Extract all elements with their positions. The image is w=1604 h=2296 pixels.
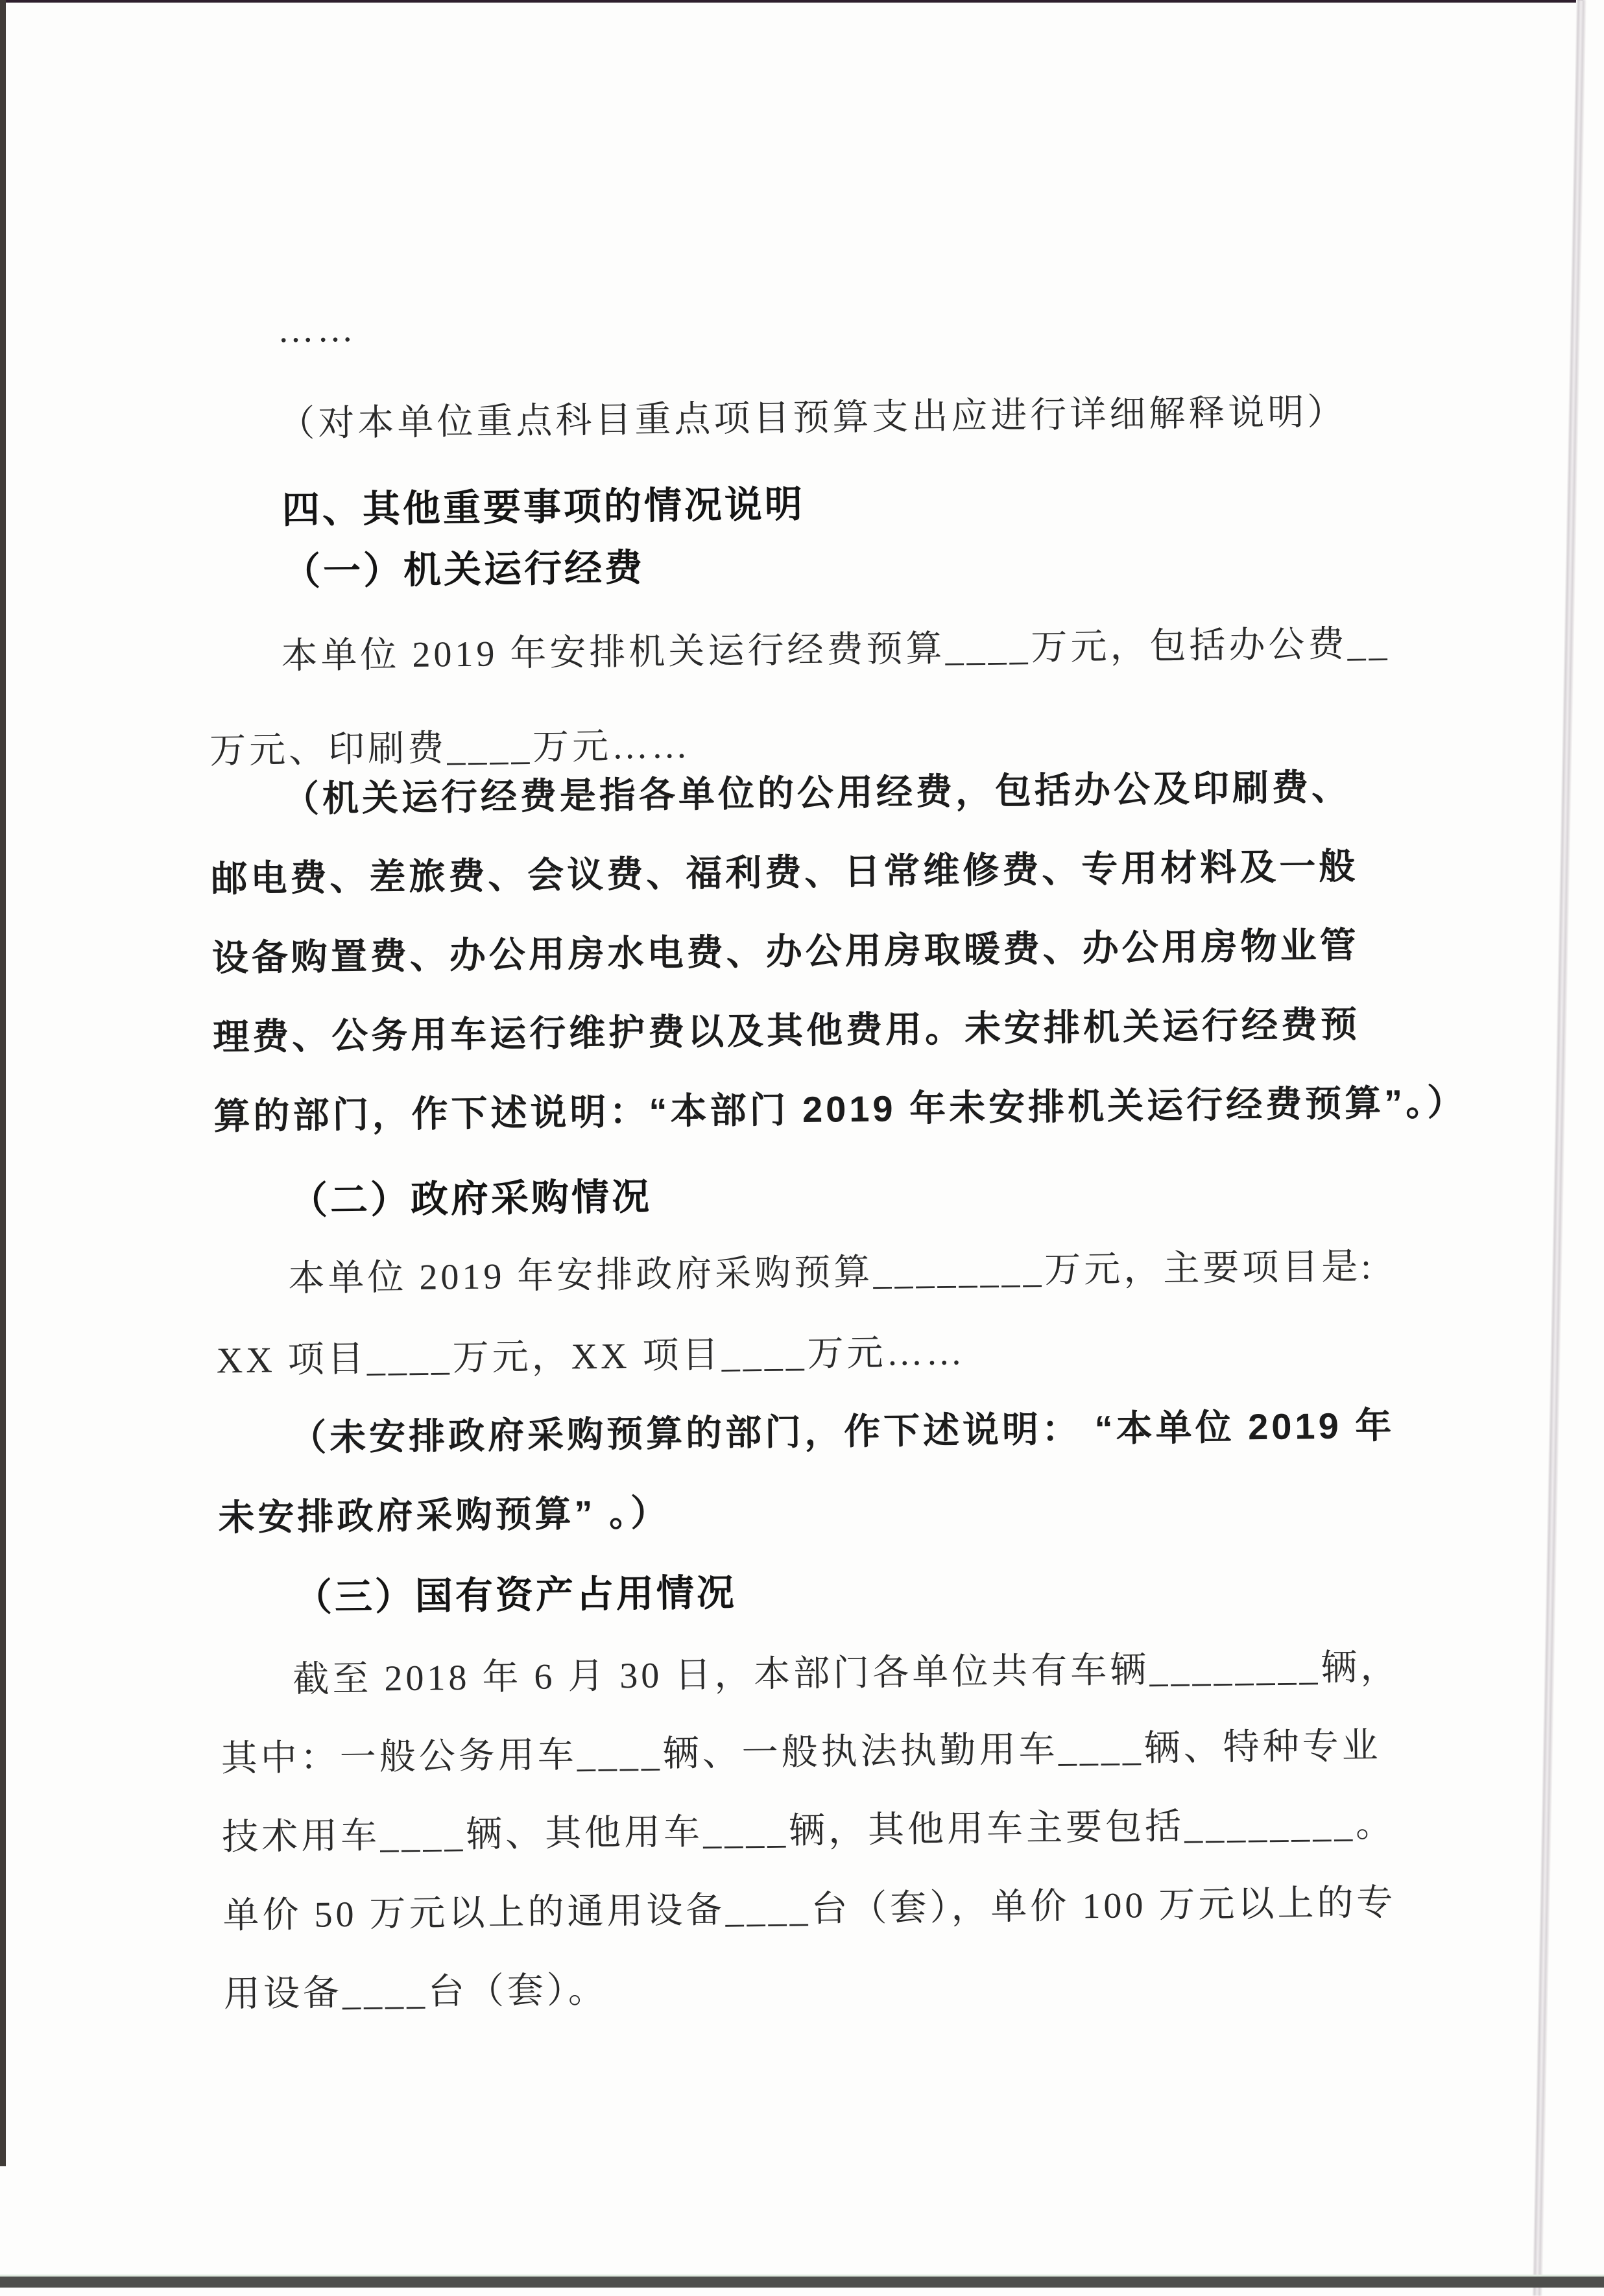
- ellipsis-line: ……: [277, 309, 357, 351]
- subsection2-title: （二）政府采购情况: [289, 1175, 652, 1223]
- subsection2-body: [215, 1226, 1391, 1402]
- note-line: 算的部门，作下述说明：“本部门 2019 年未安排机关运行经费预算”。）: [213, 1081, 1467, 1137]
- body-line: XX 项目____万元，XX 项目____万元……: [216, 1332, 966, 1381]
- ellipsis-paragraph: [204, 279, 1379, 370]
- body-line: 万元、印刷费____万元……: [209, 725, 691, 772]
- note-line: （未安排政府采购预算的部门，作下述说明： “本单位 2019 年: [289, 1404, 1395, 1459]
- body-line: 技术用车____辆、其他用车____辆，其他用车主要包括________。: [221, 1804, 1396, 1858]
- body-line: 用设备____台（套）。: [223, 1970, 608, 2015]
- body-line: 本单位 2019 年安排机关运行经费预算____万元，包括办公费__: [281, 623, 1391, 677]
- note-line: 设备购置费、办公用房水电费、办公用房取暖费、办公用房物业管: [211, 924, 1359, 979]
- note-line: （机关运行经费是指各单位的公用经费，包括办公及印刷费、: [282, 766, 1352, 820]
- body-line: 截至 2018 年 6 月 30 日，本部门各单位共有车辆________辆，: [293, 1647, 1400, 1701]
- note-line: 理费、公务用车运行维护费以及其他费用。未安排机关运行经费预: [212, 1003, 1361, 1058]
- subsection3-body: [220, 1629, 1398, 2034]
- body-line: 其中：一般公务用车____辆、一般执法执勤用车____辆、特种专业: [221, 1725, 1382, 1780]
- intro-note-paragraph: [206, 373, 1380, 464]
- page-edge-shadow: [1532, 0, 1586, 2296]
- subsection3-heading: [219, 1547, 1393, 1638]
- section-four-title: 四、其他重要事项的情况说明: [281, 483, 806, 532]
- document-body: [201, 0, 1467, 2288]
- intro-note-line: （对本单位重点科目重点项目预算支出应进行详细解释说明）: [278, 392, 1347, 445]
- note-line: 未安排政府采购预算” 。）: [218, 1492, 671, 1538]
- subsection1-note: [209, 747, 1467, 1156]
- subsection2-note: [217, 1386, 1393, 1558]
- subsection2-heading: [214, 1150, 1389, 1241]
- subsection1-heading: [207, 521, 1382, 612]
- body-line: 单价 50 万元以上的通用设备____台（套），单价 100 万元以上的专: [222, 1882, 1396, 1937]
- body-line: 本单位 2019 年安排政府采购预算________万元，主要项目是:: [288, 1247, 1375, 1300]
- note-line: 邮电费、差旅费、会议费、福利费、日常维修费、专用材料及一般: [211, 845, 1359, 900]
- subsection1-title: （一）机关运行经费: [282, 546, 645, 593]
- subsection3-title: （三）国有资产占用情况: [294, 1572, 737, 1619]
- scan-left-edge: [0, 0, 6, 2166]
